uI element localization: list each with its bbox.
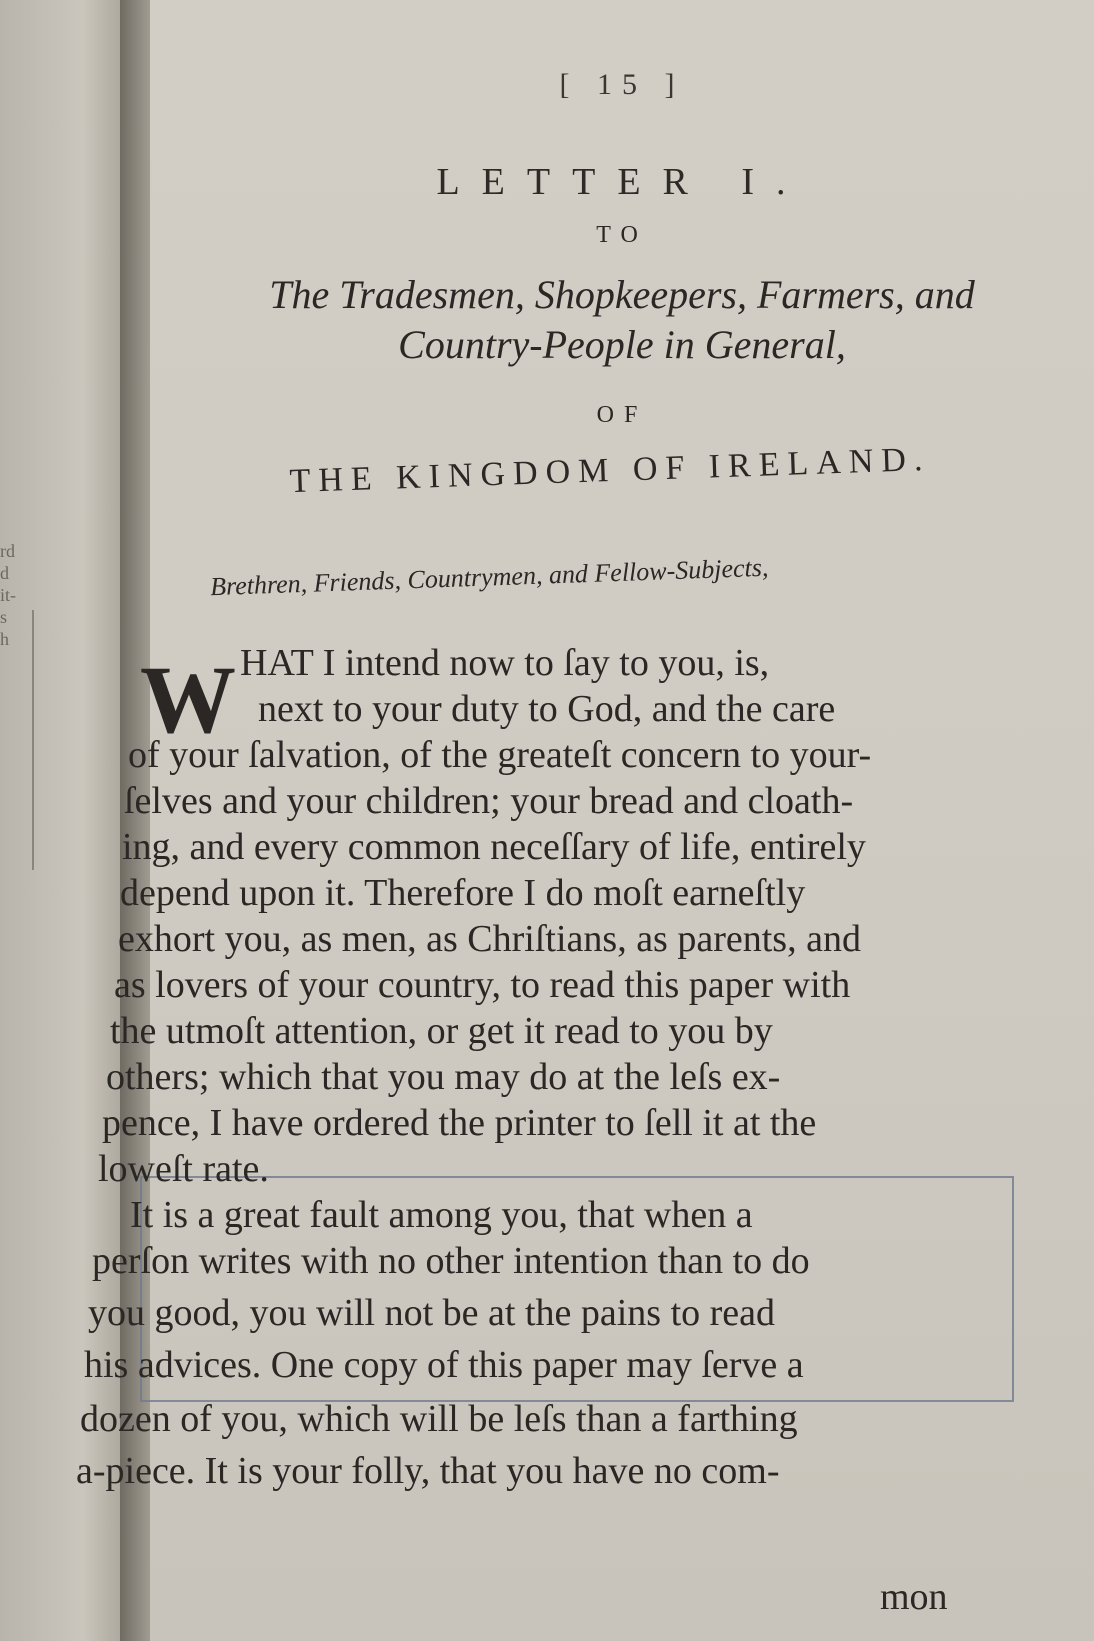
- body-line: of your ſalvation, of the greateſt concern to your-: [128, 734, 872, 776]
- body-line: It is a great fault among you, that when a: [130, 1194, 753, 1236]
- left-margin-line: [32, 610, 34, 870]
- book-page: [76, 0, 1094, 1641]
- page-number: [ 15 ]: [559, 68, 685, 101]
- kingdom-line: THE KINGDOM OF IRELAND.: [288, 440, 931, 501]
- body-line: next to your duty to God, and the care: [258, 688, 836, 730]
- letter-heading: LETTER I.: [436, 161, 808, 203]
- addressee: [150, 270, 1094, 370]
- body-line: you good, you will not be at the pains to read: [88, 1292, 776, 1334]
- body-line: the utmoſt attention, or get it read to you by: [110, 1010, 773, 1052]
- to-word: TO: [596, 222, 648, 248]
- body-line: perſon writes with no other intention than to do: [92, 1240, 810, 1282]
- addressee-line-1: The Tradesmen, Shopkeepers, Farmers, and: [269, 272, 975, 317]
- catchword: mon: [880, 1576, 948, 1618]
- of-word: OF: [596, 402, 648, 428]
- body-line: a-piece. It is your folly, that you have no com-: [76, 1450, 780, 1492]
- left-page-text-fragments: rd d it- s h: [0, 541, 16, 649]
- body-line: his advices. One copy of this paper may ſerve a: [84, 1344, 804, 1386]
- body-line: exhort you, as men, as Chriſtians, as parents, and: [118, 918, 861, 960]
- body-line: dozen of you, which will be leſs than a farthing: [80, 1398, 798, 1440]
- drop-cap: W: [140, 646, 236, 753]
- body-line: depend upon it. Therefore I do moſt earneſtly: [120, 872, 806, 914]
- body-line: ing, and every common neceſſary of life, entirely: [122, 826, 866, 868]
- addressee-line-2: Country-People in General,: [398, 322, 846, 367]
- body-line: HAT I intend now to ſay to you, is,: [240, 642, 770, 684]
- body-line: as lovers of your country, to read this paper with: [114, 964, 851, 1006]
- salutation: Brethren, Friends, Countrymen, and Fellow-Subjects,: [209, 552, 769, 602]
- body-line: others; which that you may do at the leſs ex-: [106, 1056, 781, 1098]
- body-line: pence, I have ordered the printer to ſell it at the: [102, 1102, 817, 1144]
- body-line: loweſt rate.: [98, 1148, 269, 1190]
- body-line: ſelves and your children; your bread and cloath-: [124, 780, 854, 822]
